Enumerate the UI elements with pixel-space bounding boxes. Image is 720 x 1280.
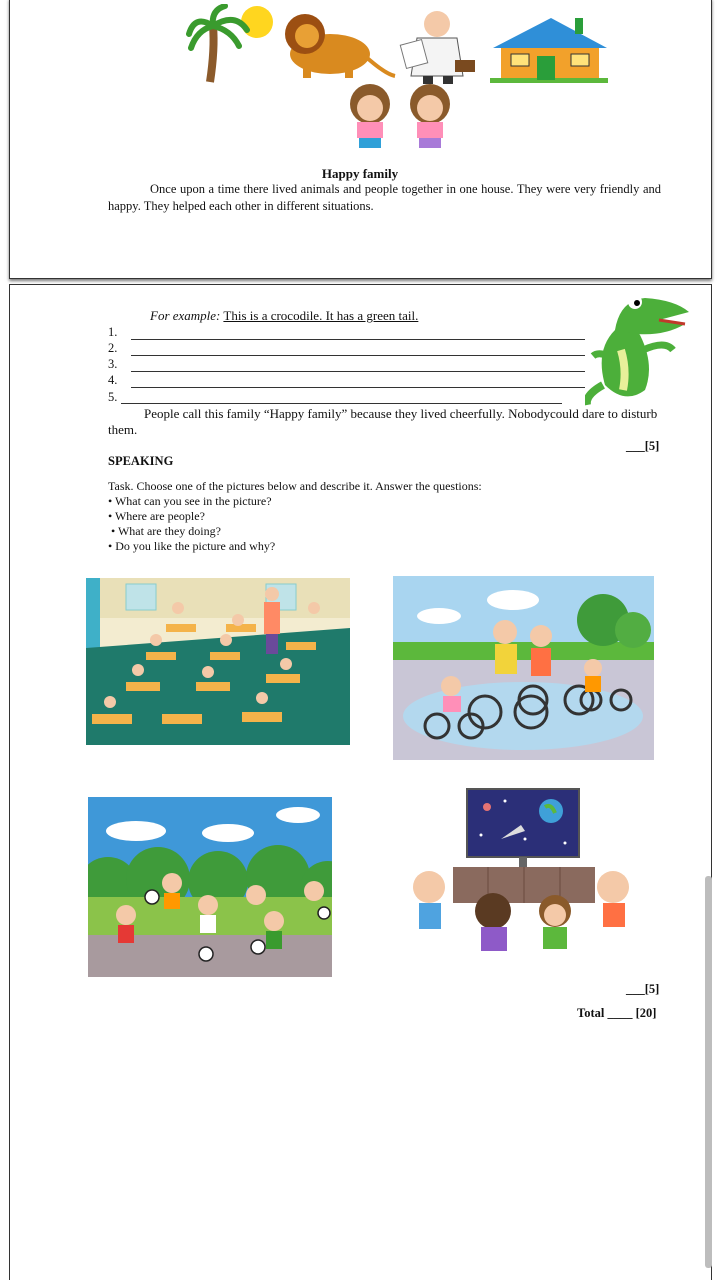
answer-line-4[interactable]: [108, 373, 117, 388]
vertical-scrollbar[interactable]: [705, 876, 712, 1268]
answer-rule: [121, 403, 562, 404]
question-4: • Do you like the picture and why?: [108, 539, 276, 553]
example-text: This is a crocodile. It has a green tail.: [223, 308, 419, 323]
task-instruction: Task. Choose one of the pictures below and describe it. Answer the questions:: [108, 479, 482, 493]
crocodile-icon: [585, 290, 695, 410]
answer-rule: [131, 387, 585, 388]
score-writing: ___[5]: [626, 439, 660, 453]
speaking-heading: SPEAKING: [108, 454, 174, 468]
lion-icon: [285, 14, 395, 78]
answer-line-5[interactable]: [108, 390, 117, 405]
answer-line-1[interactable]: [108, 325, 117, 340]
example-label: For example:: [150, 308, 221, 323]
answer-rule: [131, 339, 585, 340]
score-speaking: ___[5]: [626, 982, 660, 996]
house-icon: [490, 18, 608, 83]
example-sentence: [150, 308, 418, 324]
palm-tree-icon: [189, 6, 273, 82]
story-continuation: People call this family “Happy family” because they lived cheerfully. Nobodycould dare to disturb them.: [108, 406, 658, 437]
question-3: • What are they doing?: [108, 524, 221, 538]
classroom-picture: [86, 578, 350, 745]
story-characters-illustration: [185, 4, 615, 154]
answer-rule: [131, 355, 585, 356]
question-2: • Where are people?: [108, 509, 205, 523]
answer-number: 4.: [108, 373, 118, 387]
answer-number: 2.: [108, 341, 118, 355]
watching-tv-picture: [405, 787, 642, 959]
answer-number: 3.: [108, 357, 118, 371]
story-title: Happy family: [321, 166, 399, 181]
football-picture: [88, 797, 332, 977]
answer-rule: [131, 371, 585, 372]
question-1: • What can you see in the picture?: [108, 494, 272, 508]
answer-number: 1.: [108, 325, 118, 339]
story-paragraph: Once upon a time there lived animals and people together in one house. They were very friendly and happy. They helped each other in different situations.: [108, 182, 661, 213]
total-score: Total ____ [20]: [577, 1006, 657, 1020]
answer-number: 5.: [108, 390, 118, 404]
answer-line-2[interactable]: [108, 341, 117, 356]
bicycles-picture: [393, 576, 654, 760]
girls-icon: [350, 84, 450, 148]
speaking-task: [108, 479, 482, 554]
doctor-icon: [400, 11, 475, 84]
answer-line-3[interactable]: [108, 357, 117, 372]
